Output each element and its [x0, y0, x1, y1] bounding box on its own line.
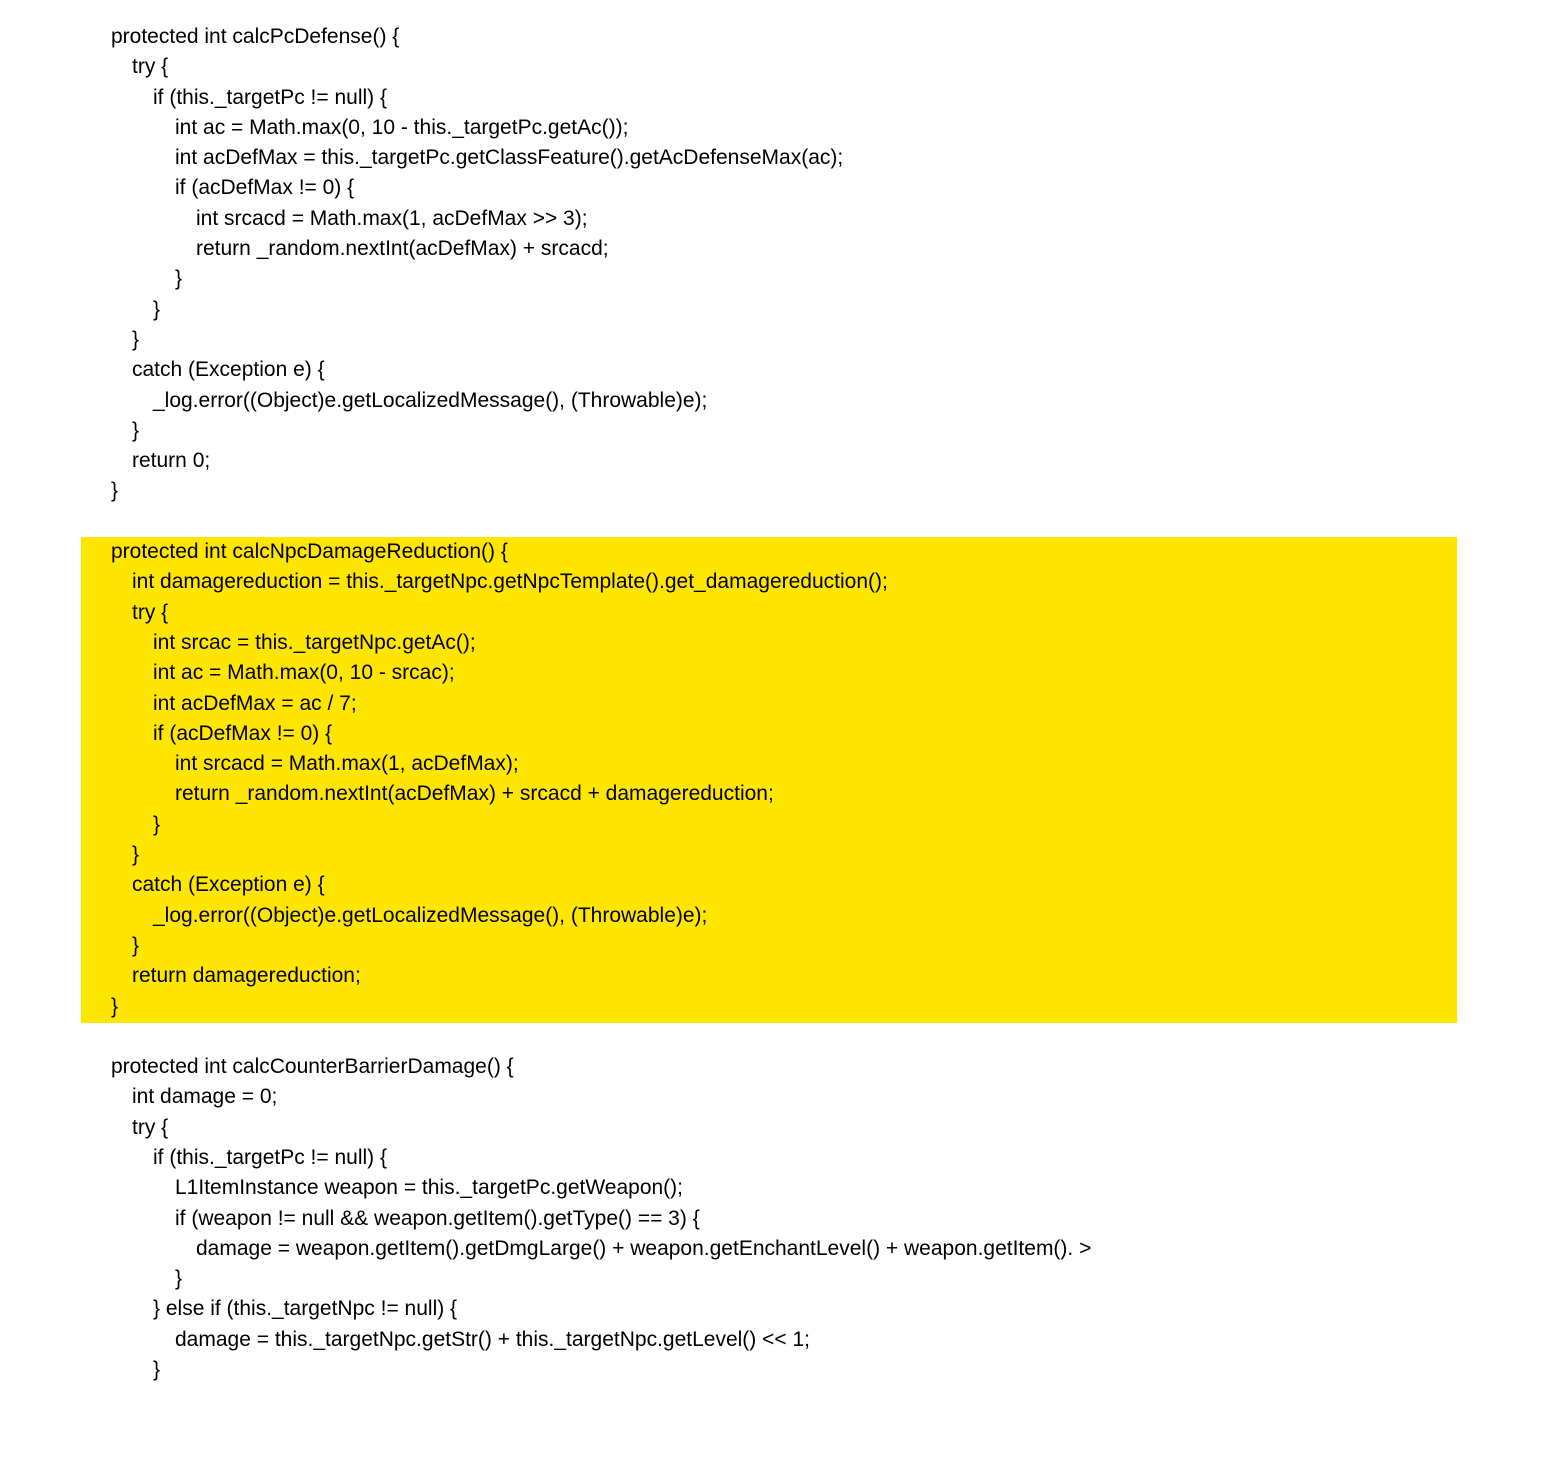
code-line: int srcac = this._targetNpc.getAc(); — [153, 630, 476, 654]
code-line — [111, 1022, 1091, 1052]
code-line: int damagereduction = this._targetNpc.getNpcTemplate().get_damagereduction(); — [132, 570, 888, 594]
code-line: damage = weapon.getItem().getDmgLarge() + weapon.getEnchantLevel() + weapon.getItem(). > — [196, 1236, 1092, 1260]
code-line: } else if (this._targetNpc != null) { — [153, 1297, 458, 1321]
code-line: } — [111, 479, 119, 503]
code-line: L1ItemInstance weapon = this._targetPc.getWeapon(); — [175, 1176, 683, 1200]
code-line: int ac = Math.max(0, 10 - this._targetPc.getAc()); — [175, 115, 629, 139]
code-line: int damage = 0; — [132, 1085, 278, 1109]
code-line: return 0; — [132, 449, 211, 473]
code-line: protected int calcCounterBarrierDamage() { — [111, 1055, 514, 1079]
code-line: return damagereduction; — [132, 964, 361, 988]
code-line: catch (Exception e) { — [132, 358, 325, 382]
code-line: return _random.nextInt(acDefMax) + srcacd + damagereduction; — [175, 782, 774, 806]
code-line: _log.error((Object)e.getLocalizedMessage(), (Throwable)e); — [153, 903, 708, 927]
code-line: int srcacd = Math.max(1, acDefMax); — [175, 752, 519, 776]
code-line: if (this._targetPc != null) { — [153, 1145, 388, 1169]
code-lines — [111, 22, 1091, 1385]
code-line: if (weapon != null && weapon.getItem().getType() == 3) { — [175, 1206, 700, 1230]
code-line: catch (Exception e) { — [132, 873, 325, 897]
code-line: } — [153, 297, 161, 321]
code-line: if (this._targetPc != null) { — [153, 85, 388, 109]
code-line: } — [175, 267, 183, 291]
code-line: try { — [132, 55, 169, 79]
code-line: } — [132, 327, 140, 351]
code-line: } — [132, 933, 140, 957]
code-line: } — [111, 994, 119, 1018]
code-line: int srcacd = Math.max(1, acDefMax >> 3); — [196, 206, 588, 230]
code-line: int ac = Math.max(0, 10 - srcac); — [153, 661, 455, 685]
code-line: int acDefMax = this._targetPc.getClassFeature().getAcDefenseMax(ac); — [175, 146, 844, 170]
code-line: damage = this._targetNpc.getStr() + this._targetNpc.getLevel() << 1; — [175, 1327, 811, 1351]
code-line: _log.error((Object)e.getLocalizedMessage(), (Throwable)e); — [153, 388, 708, 412]
code-line: } — [153, 1358, 161, 1382]
code-line: try { — [132, 600, 169, 624]
code-line — [111, 507, 1091, 537]
code-line: if (acDefMax != 0) { — [175, 176, 355, 200]
code-line: protected int calcNpcDamageReduction() { — [111, 540, 508, 564]
code-line: } — [153, 812, 161, 836]
code-line: } — [175, 1267, 183, 1291]
code-line: } — [132, 843, 140, 867]
code-line: protected int calcPcDefense() { — [111, 25, 400, 48]
code-line: } — [132, 418, 140, 442]
code-line: try { — [132, 1115, 169, 1139]
code-line: int acDefMax = ac / 7; — [153, 691, 357, 715]
code-line: return _random.nextInt(acDefMax) + srcacd; — [196, 237, 609, 261]
code-line: if (acDefMax != 0) { — [153, 721, 333, 745]
